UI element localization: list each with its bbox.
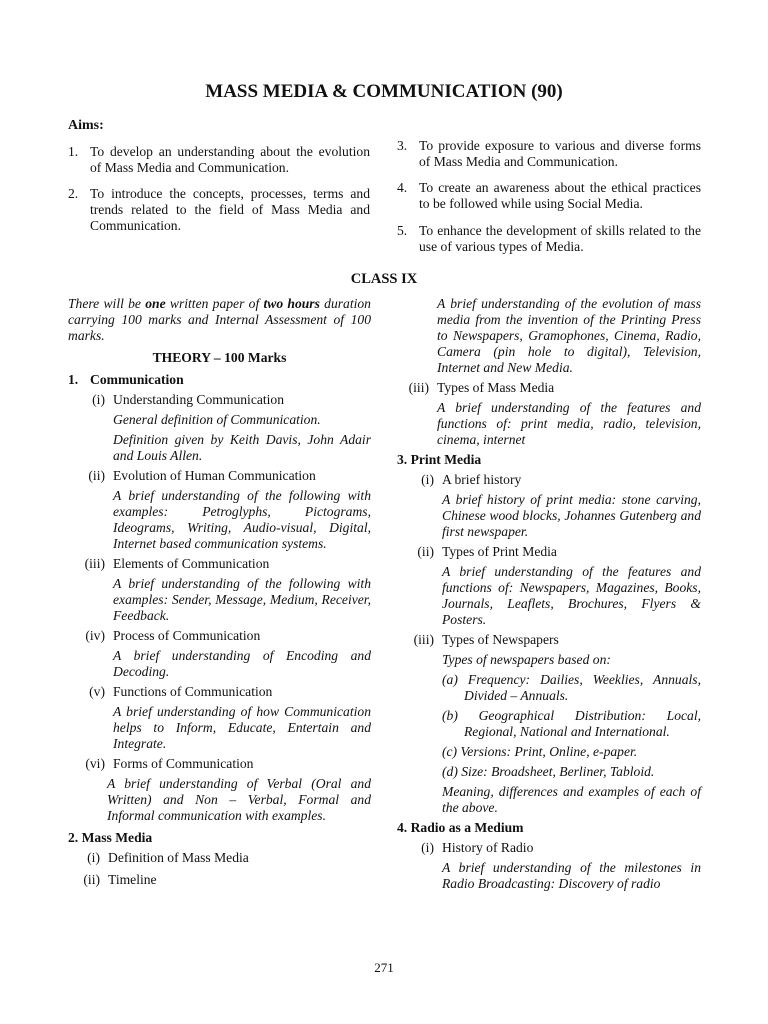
section-mass-media: 2. Mass Media <box>68 830 153 845</box>
subsection-title: Understanding Communication <box>113 392 285 407</box>
aim-text: To introduce the concepts, processes, terms and trends related to the field of Mass Media and Communication. <box>90 186 370 233</box>
subsection-title: Functions of Communication <box>113 684 273 699</box>
section-2-items <box>83 850 371 888</box>
aim-item <box>397 223 701 255</box>
subsection-types-newspapers <box>413 632 701 648</box>
left-column <box>68 296 371 888</box>
intro-bold: one <box>145 296 166 311</box>
description: A brief understanding of Encoding and Decoding. <box>113 648 371 679</box>
aim-item <box>68 144 370 176</box>
subsection-title: History of Radio <box>442 840 534 855</box>
description: A brief understanding of the features and functions of: print media, radio, television, cinema, internet <box>437 400 701 447</box>
right-column <box>397 296 701 892</box>
description: A brief understanding of the following with examples: Petroglyphs, Pictograms, Ideograms, Writing, Audio-visual, Digital, Internet based communication systems. <box>113 488 371 551</box>
intro-paragraph <box>68 296 371 344</box>
subsection-elements <box>84 556 371 572</box>
subsection-timeline <box>83 872 371 888</box>
subsection-number: (v) <box>89 684 105 699</box>
description: A brief understanding of the features and functions of: Newspapers, Magazines, Books, Journals, Leaflets, Brochures, Flyers & Posters. <box>442 564 701 627</box>
subsection-title: Types of Print Media <box>442 544 557 559</box>
subsection-types-mass-media <box>408 380 701 396</box>
subsection-brief-history <box>421 472 701 488</box>
description: A brief understanding of the milestones in Radio Broadcasting: Discovery of radio <box>442 860 701 891</box>
subsection-number: (iii) <box>84 556 105 571</box>
page-title: MASS MEDIA & COMMUNICATION (90) <box>205 81 563 102</box>
subsection-title: Process of Communication <box>113 628 261 643</box>
description: A brief understanding of the evolution of mass media from the invention of the Printing Press to Newspapers, Gramophones, Cinema, Radio, Camera (pin hole to digital), Television, Internet and New Media. <box>437 296 701 375</box>
aim-text: To enhance the development of skills related to the use of various types of Media. <box>419 223 701 254</box>
subsection-title: Types of Newspapers <box>442 632 559 647</box>
subsection-understanding-communication <box>92 392 371 408</box>
description: A brief understanding of how Communication helps to Inform, Educate, Entertain and Integrate. <box>113 704 371 751</box>
subsection-title: Evolution of Human Communication <box>113 468 316 483</box>
intro-text: There will be <box>68 296 146 311</box>
aim-number: 1. <box>68 144 79 159</box>
aim-number: 4. <box>397 180 408 195</box>
aim-item <box>397 180 701 212</box>
page-number: 271 <box>374 960 394 975</box>
section-2-continued <box>408 296 701 448</box>
subsection-number: (i) <box>92 392 105 407</box>
aim-text: To develop an understanding about the evolution of Mass Media and Communication. <box>90 144 370 175</box>
section-4-items <box>421 840 701 892</box>
subsection-definition-mass-media <box>87 850 371 866</box>
subsection-title: Timeline <box>108 872 157 887</box>
list-item: (a) Frequency: Dailies, Weeklies, Annuals, Divided – Annuals. <box>442 672 701 703</box>
description: A brief understanding of Verbal (Oral and Written) and Non – Verbal, Formal and Informal communication with examples. <box>107 776 371 823</box>
section-3-items <box>413 472 701 816</box>
aim-item <box>68 186 370 234</box>
list-item: (b) Geographical Distribution: Local, Regional, National and International. <box>442 708 701 739</box>
subsection-number: (i) <box>87 850 100 865</box>
section-1-items <box>84 392 371 824</box>
aim-number: 5. <box>397 223 408 238</box>
aim-number: 3. <box>397 138 408 153</box>
subsection-evolution <box>88 468 371 484</box>
subsection-functions <box>89 684 371 700</box>
subsection-title: Elements of Communication <box>113 556 270 571</box>
aim-text: To create an awareness about the ethical practices to be followed while using Social Media. <box>419 180 701 211</box>
subsection-history-radio <box>421 840 701 856</box>
subsection-types-print-media <box>417 544 701 560</box>
subsection-forms <box>85 756 371 772</box>
section-number: 1. <box>68 372 79 387</box>
subsection-number: (ii) <box>417 544 434 559</box>
subsection-number: (i) <box>421 472 434 487</box>
description: Definition given by Keith Davis, John Adair and Louis Allen. <box>113 432 371 463</box>
subsection-number: (vi) <box>85 756 105 771</box>
description: General definition of Communication. <box>113 412 321 427</box>
section-communication <box>68 372 371 388</box>
list-item: (c) Versions: Print, Online, e-paper. <box>442 744 638 759</box>
aim-number: 2. <box>68 186 79 201</box>
subsection-title: Definition of Mass Media <box>108 850 249 865</box>
subsection-title: Types of Mass Media <box>437 380 555 395</box>
subsection-number: (iii) <box>413 632 434 647</box>
subsection-title: Forms of Communication <box>113 756 254 771</box>
subsection-title: A brief history <box>442 472 522 487</box>
subsection-number: (iv) <box>85 628 105 643</box>
subsection-process <box>85 628 371 644</box>
intro-text: duration carrying 100 marks and Internal Assessment of 100 marks. <box>68 296 371 343</box>
list-item: (d) Size: Broadsheet, Berliner, Tabloid. <box>442 764 655 779</box>
subsection-number: (ii) <box>83 872 100 887</box>
section-title: Communication <box>90 372 184 387</box>
class-heading: CLASS IX <box>350 271 418 287</box>
description: Types of newspapers based on: <box>442 652 611 667</box>
description: A brief history of print media: stone carving, Chinese wood blocks, Johannes Gutenberg and first newspaper. <box>442 492 701 539</box>
description: Meaning, differences and examples of each of the above. <box>442 784 701 815</box>
section-print-media: 3. Print Media <box>397 452 482 467</box>
theory-heading: THEORY – 100 Marks <box>152 350 287 365</box>
section-radio: 4. Radio as a Medium <box>397 820 524 835</box>
description: A brief understanding of the following with examples: Sender, Message, Medium, Receiver, Feedback. <box>113 576 371 623</box>
intro-text: written paper of <box>165 296 264 311</box>
intro-bold: two hours <box>263 296 320 311</box>
aims-heading: Aims: <box>68 118 104 133</box>
aim-item <box>397 138 701 170</box>
aim-text: To provide exposure to various and diverse forms of Mass Media and Communication. <box>419 138 701 169</box>
subsection-number: (ii) <box>88 468 105 483</box>
subsection-number: (iii) <box>408 380 429 395</box>
subsection-number: (i) <box>421 840 434 855</box>
